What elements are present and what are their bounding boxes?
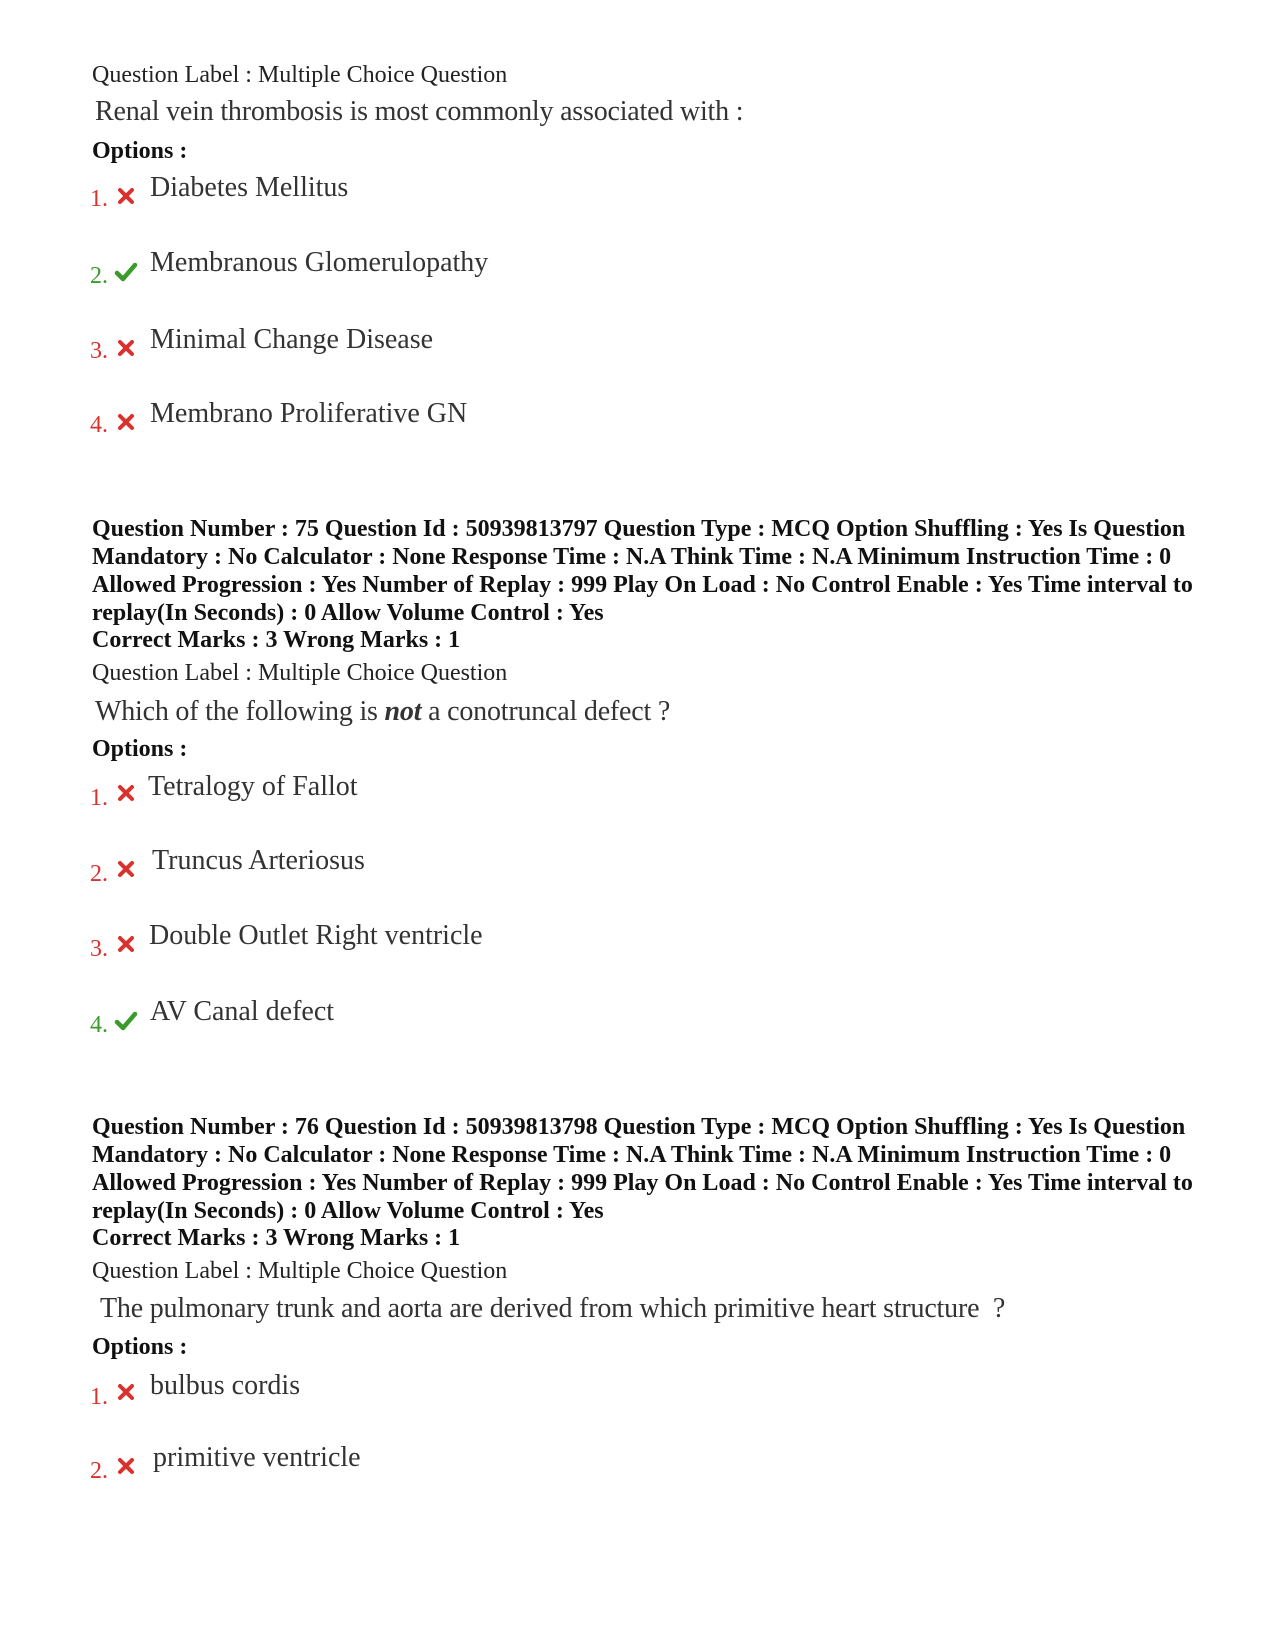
check-icon (114, 261, 138, 288)
option-text: bulbus cordis (150, 1370, 301, 1401)
question-meta: Question Number : 76 Question Id : 50939813798 Question Type : MCQ Option Shuffling : Yes Is Question Mandatory : No Calculator : None Response Time : N.A Think Time : N.A Minimum Instruction Time : 0 Allowed Progression : Yes Number of Replay : 999 Play On Load : No Control Enable : Yes Time interval to replay(In Seconds) : 0 Allow Volume Control : Yes (92, 1114, 1193, 1224)
cross-icon (116, 338, 136, 363)
question-text: Renal vein thrombosis is most commonly associated with : (95, 96, 744, 127)
option-text: Diabetes Mellitus (150, 172, 349, 203)
cross-icon (116, 1382, 136, 1407)
marks-info: Correct Marks : 3 Wrong Marks : 1 (92, 1225, 461, 1251)
question-text-end: a conotruncal defect ? (421, 696, 671, 727)
question-text (95, 696, 670, 728)
option-number: 4. (90, 1012, 108, 1038)
question-label: Question Label : Multiple Choice Question (92, 660, 508, 686)
question-label: Question Label : Multiple Choice Question (92, 1258, 508, 1284)
cross-icon (116, 859, 136, 884)
marks-info: Correct Marks : 3 Wrong Marks : 1 (92, 627, 461, 653)
cross-icon (116, 1456, 136, 1481)
cross-icon (116, 934, 136, 959)
option-text: AV Canal defect (150, 996, 335, 1027)
option-text: Double Outlet Right ventricle (149, 920, 483, 951)
option-text: primitive ventricle (153, 1442, 361, 1473)
option-number: 3. (90, 338, 108, 364)
question-text-start: Which of the following is (95, 696, 385, 727)
option-number: 2. (90, 263, 108, 289)
option-number: 3. (90, 936, 108, 962)
option-text: Membrano Proliferative GN (150, 398, 468, 429)
options-heading: Options : (92, 736, 188, 762)
question-text: The pulmonary trunk and aorta are derived from which primitive heart structure ? (100, 1293, 1006, 1324)
option-number: 1. (90, 186, 108, 212)
option-text: Tetralogy of Fallot (148, 771, 358, 802)
cross-icon (116, 412, 136, 437)
check-icon (114, 1010, 138, 1037)
option-text: Minimal Change Disease (150, 324, 434, 355)
option-number: 4. (90, 412, 108, 438)
cross-icon (116, 186, 136, 211)
option-text: Truncus Arteriosus (152, 845, 365, 876)
options-heading: Options : (92, 138, 188, 164)
option-number: 1. (90, 785, 108, 811)
option-number: 2. (90, 1458, 108, 1484)
option-number: 1. (90, 1384, 108, 1410)
question-text-emphasis: not (384, 696, 422, 727)
option-text: Membranous Glomerulopathy (150, 247, 489, 278)
options-heading: Options : (92, 1334, 188, 1360)
cross-icon (116, 783, 136, 808)
option-number: 2. (90, 861, 108, 887)
question-meta: Question Number : 75 Question Id : 50939813797 Question Type : MCQ Option Shuffling : Yes Is Question Mandatory : No Calculator : None Response Time : N.A Think Time : N.A Minimum Instruction Time : 0 Allowed Progression : Yes Number of Replay : 999 Play On Load : No Control Enable : Yes Time interval to replay(In Seconds) : 0 Allow Volume Control : Yes (92, 516, 1193, 626)
question-label: Question Label : Multiple Choice Question (92, 62, 508, 88)
